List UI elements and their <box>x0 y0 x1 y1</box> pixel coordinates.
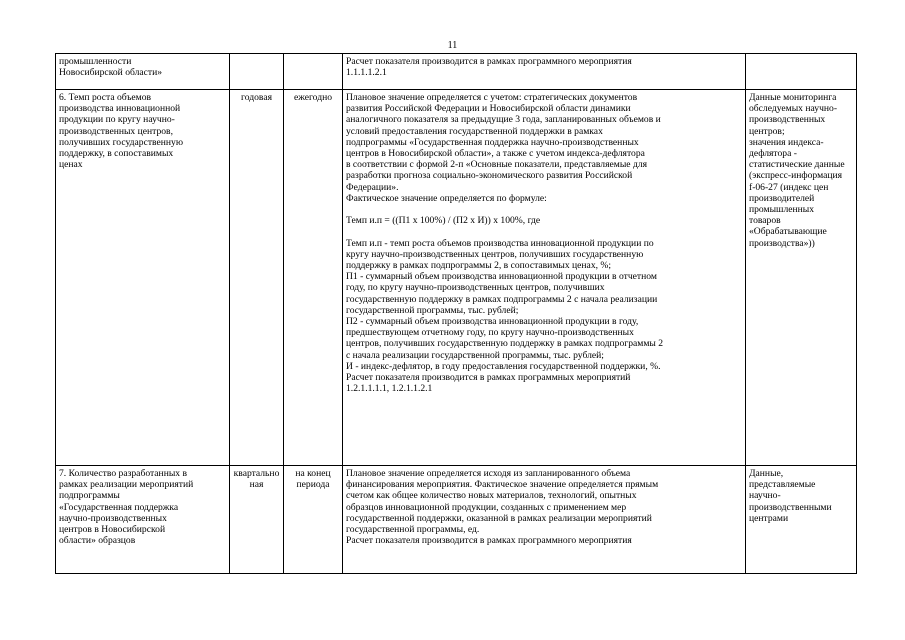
text-line: 1.2.1.1.1.1, 1.2.1.1.2.1 <box>346 383 433 395</box>
text-line: производства»)) <box>749 237 815 249</box>
text-line: подпрограммы «Государственная поддержка научно-производственных <box>346 136 639 148</box>
text-line: Расчет показателя производится в рамках программного мероприятия <box>346 535 632 547</box>
text-line: «Обрабатывающие <box>749 226 827 238</box>
text-line: развития Российской Федерации и Новосибирской области динамики <box>346 103 631 115</box>
text-line: квартально <box>233 468 280 479</box>
indicator-name-cell <box>56 466 230 574</box>
text-line: f-06-27 (индекс цен <box>749 181 829 193</box>
text-line: Федерации». <box>346 181 399 193</box>
text-line: условий предоставления государственной поддержки в рамках <box>346 125 603 137</box>
text-line: 7. Количество разработанных в <box>59 468 187 479</box>
indicator-name-cell <box>56 90 230 466</box>
page-number: 11 <box>447 40 458 51</box>
text-line: промышленных <box>749 204 815 216</box>
text-line: государственную поддержку в рамках подпрограммы 2 с начала реализации <box>346 293 658 305</box>
text-line: производственных <box>749 114 826 126</box>
text-line: государственной программы, ед. <box>346 524 480 536</box>
text-line: Новосибирской области» <box>59 67 163 79</box>
text-line: значения индекса- <box>749 136 824 148</box>
text-line: получивших государственную <box>59 136 184 148</box>
timing-cell <box>284 54 343 90</box>
text-line: центрами <box>749 512 789 524</box>
text-line: товаров <box>749 215 781 227</box>
text-line: поддержку, в сопоставимых <box>59 148 174 160</box>
text-line: центров, получивших государственную поддержку в рамках подпрограммы 2 <box>346 338 664 350</box>
periodicity-cell: годовая <box>230 90 284 466</box>
text-line: кругу научно-производственных центров, получивших государственную <box>346 248 644 260</box>
text-line: разработки прогноза социально-экономического развития Российской <box>346 170 633 182</box>
text-line: периода <box>296 479 330 491</box>
text-line: Фактическое значение определяется по формуле: <box>346 192 547 204</box>
text-line: в соответствии с формой 2-п «Основные показатели, представляемые для <box>346 159 648 171</box>
text-line: государственной программы, тыс. рублей; <box>346 304 519 316</box>
formula-line: Темп и.п = ((П1 х 100%) / (П2 х И)) х 100%, где <box>346 215 541 227</box>
text-line: на конец <box>295 468 331 479</box>
text-line: 1.1.1.1.2.1 <box>346 67 387 79</box>
text-line: производственными <box>749 501 832 513</box>
text-line: образцов инновационной продукции, созданных с применением мер <box>346 501 627 513</box>
text-line: ная <box>249 479 264 491</box>
timing-cell: ежегодно <box>284 90 343 466</box>
text-line: П2 - суммарный объем производства инновационной продукции в году, <box>346 316 639 328</box>
method-cell <box>343 90 746 466</box>
text-line: производства инновационной <box>59 103 181 115</box>
table-row <box>56 90 857 466</box>
text-line: П1 - суммарный объем производства инновационной продукции в отчетном <box>346 271 657 283</box>
text-line: центров в Новосибирской области», а также с учетом индекса-дефлятора <box>346 148 645 160</box>
text-line: «Государственная поддержка <box>59 501 179 513</box>
text-line: подпрограммы <box>59 490 120 502</box>
text-line: ценах <box>59 159 83 171</box>
text-line: аналогичного показателя за предыдущие 3 года, запланированных объемов и <box>346 114 661 126</box>
text-line: (экспресс-информация <box>749 170 843 182</box>
text-line: производителей <box>749 192 815 204</box>
text-line: продукции по кругу научно- <box>59 114 175 126</box>
text-line: Плановое значение определяется исходя из запланированного объема <box>346 468 631 479</box>
periodicity-cell <box>230 54 284 90</box>
text-line: представляемые <box>749 479 816 491</box>
source-cell <box>746 466 857 574</box>
text-line: промышленности <box>59 56 132 67</box>
text-line: с начала реализации государственной программы, тыс. рублей; <box>346 349 604 361</box>
text-line: Плановое значение определяется с учетом: стратегических документов <box>346 92 638 103</box>
method-cell <box>343 466 746 574</box>
text-line: Расчет показателя производится в рамках программных мероприятий <box>346 372 631 384</box>
indicator-name-cell <box>56 54 230 90</box>
text-line: производственных центров, <box>59 125 173 137</box>
timing-cell <box>284 466 343 574</box>
text-line: предшествующем отчетному году, по кругу научно-производственных <box>346 327 634 339</box>
text-line: И - индекс-дефлятор, в году предоставления государственной поддержки, %. <box>346 360 661 372</box>
text-line: статистические данные <box>749 159 845 171</box>
text-line: центров в Новосибирской <box>59 524 166 536</box>
text-line: научно- <box>749 490 781 502</box>
text-line: поддержку в рамках подпрограммы 2, в сопоставимых ценах, %; <box>346 260 612 272</box>
table-row <box>56 466 857 574</box>
text-line: научно-производственных <box>59 512 167 524</box>
text-line: 6. Темп роста объемов <box>59 92 152 103</box>
source-cell <box>746 90 857 466</box>
text-line: Расчет показателя производится в рамках программного мероприятия <box>346 56 632 67</box>
text-line: Данные, <box>749 468 784 479</box>
text-line: финансирования мероприятия. Фактическое значение определяется прямым <box>346 479 659 491</box>
text-line: дефлятора - <box>749 148 797 160</box>
text-line: году, по кругу научно-производственных центров, получивших <box>346 282 605 294</box>
text-line: области» образцов <box>59 535 136 547</box>
indicators-table <box>55 53 857 574</box>
text-line: счетом как общее количество новых материалов, технологий, опытных <box>346 490 637 502</box>
text-line: рамках реализации мероприятий <box>59 479 194 491</box>
periodicity-cell <box>230 466 284 574</box>
text-line: Темп и.п - темп роста объемов производства инновационной продукции по <box>346 237 654 249</box>
text-line: государственной поддержки, оказанной в рамках реализации мероприятий <box>346 512 652 524</box>
text-line: Данные мониторинга <box>749 92 837 103</box>
source-cell <box>746 54 857 90</box>
method-cell <box>343 54 746 90</box>
text-line: обследуемых научно- <box>749 103 838 115</box>
text-line: центров; <box>749 125 785 137</box>
table-row <box>56 54 857 90</box>
